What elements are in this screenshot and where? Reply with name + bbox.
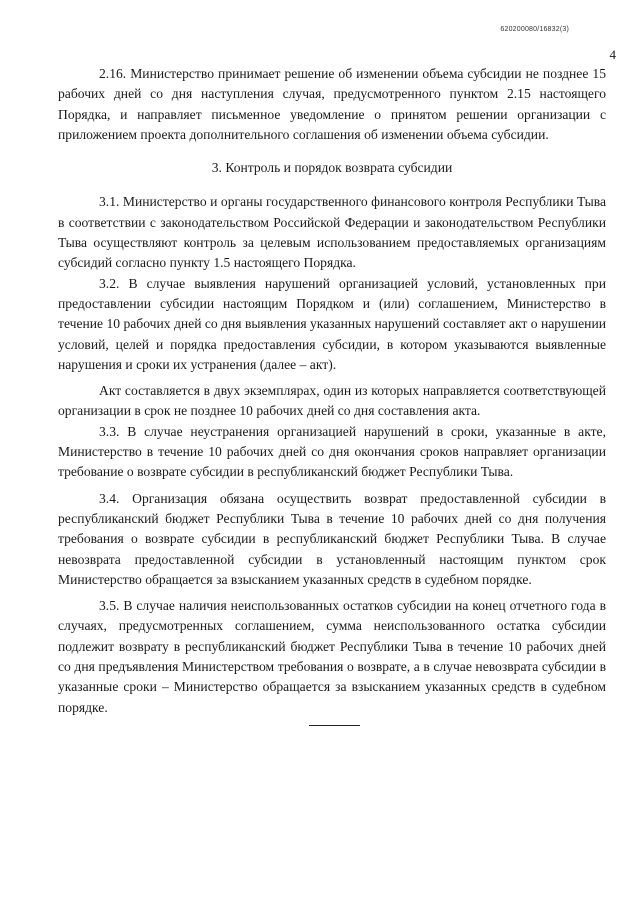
- end-divider: [309, 725, 360, 726]
- paragraph-3-3: 3.3. В случае неустранения организацией нарушений в сроки, указанные в акте, Министерство в течение 10 рабочих дней со дня окончания сроков направляет организации требование о возврате субсидии в республиканский бюджет Республики Тыва.: [58, 423, 606, 480]
- paragraph-3-2: 3.2. В случае выявления нарушений организацией условий, установленных при предоставлении субсидии настоящим Порядком и (или) соглашением, Министерство в течение 10 рабочих дней со дня выявления указанных нарушений составляет акт о нарушении условий, целей и порядка предоставления субсидии, в котором указываются выявленные нарушения и сроки их устранения (далее – акт).: [58, 275, 606, 372]
- paragraph-3-2-act: Акт составляется в двух экземплярах, один из которых направляется соответствующей организации в срок не позднее 10 рабочих дней со дня составления акта.: [58, 383, 606, 419]
- paragraph-3-1: 3.1. Министерство и органы государственного финансового контроля Республики Тыва в соответствии с законодательством Российской Федерации и законодательством Республики Тыва осуществляют контроль за целевым использованием предоставляемых организациям субсидий согласно пункту 1.5 настоящего Порядка.: [58, 194, 606, 271]
- section-heading: 3. Контроль и порядок возврата субсидии: [211, 160, 453, 176]
- paragraph-3-5: 3.5. В случае наличия неиспользованных остатков субсидии на конец отчетного года в случаях, предусмотренных соглашением, сумма неиспользованного остатка субсидии подлежит возврату в республиканский бюджет Республики Тыва в течение 10 рабочих дней со дня предъявления Министерством требования о возврате, а в случае невозврата субсидии в указанные сроки – Министерство обращается за взысканием указанных средств в судебном порядке.: [58, 598, 606, 715]
- page-number: 4: [609, 47, 616, 62]
- paragraph-3-4: 3.4. Организация обязана осуществить возврат предоставленной субсидии в республиканский бюджет Республики Тыва в течение 10 рабочих дней со дня получения требования о возврате субсидии в республиканский бюджет Республики Тыва. В случае невозврата предоставленной субсидии в установленный настоящим пунктом срок Министерство обращается за взысканием указанных средств в судебном порядке.: [58, 490, 606, 587]
- document-code: 620200080/16832(3): [500, 26, 569, 33]
- paragraph-2-16: 2.16. Министерство принимает решение об изменении объема субсидии не позднее 15 рабочих дней со дня наступления случая, предусмотренного пунктом 2.15 настоящего Порядка, и направляет письменное уведомление о принятом решении организации с приложением проекта дополнительного соглашения об изменении объема субсидии.: [58, 66, 606, 142]
- document-body: [58, 64, 606, 718]
